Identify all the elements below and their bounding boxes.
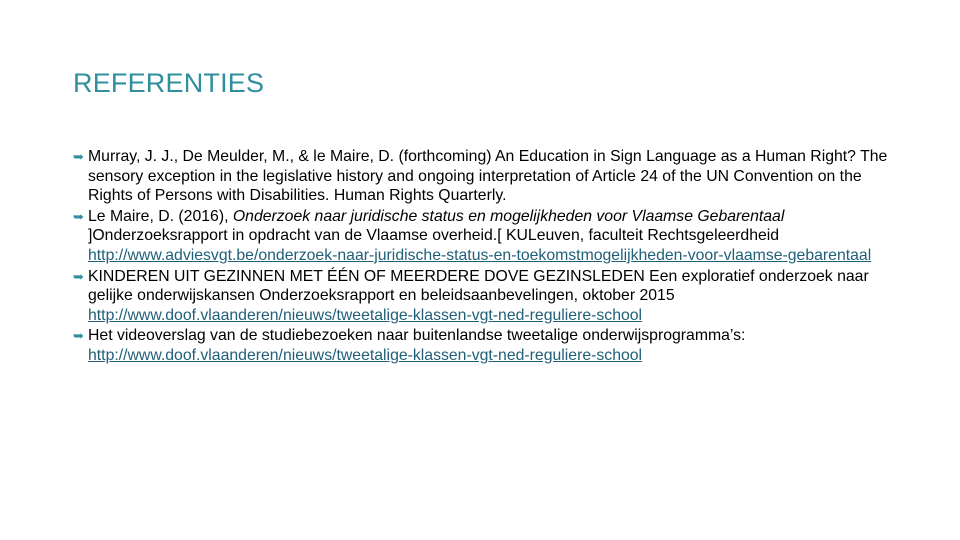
curled-arrow-bullet-icon: ➥	[73, 268, 84, 284]
reference-italic-title: Onderzoek naar juridische status en mogelijkheden voor Vlaamse Gebarentaal	[232, 207, 785, 225]
reference-description: ]Onderzoeksrapport in opdracht van de Vlaamse overheid.[ KULeuven, faculteit Rechtsgeleerdheid	[88, 227, 780, 245]
reference-author: Le Maire, D. (2016),	[88, 207, 233, 225]
slide-title: REFERENTIES	[73, 68, 265, 98]
reference-link[interactable]: http://www.doof.vlaanderen/nieuws/tweetalige-klassen-vgt-ned-reguliere-school	[88, 346, 643, 364]
reference-item	[73, 267, 895, 326]
reference-list	[73, 147, 895, 367]
reference-text: Het videoverslag van de studiebezoeken naar buitenlandse tweetalige onderwijsprogramma’s:	[88, 327, 746, 345]
reference-link[interactable]: http://www.adviesvgt.be/onderzoek-naar-juridische-status-en-toekomstmogelijkheden-voor-vlaamse-gebarentaal	[88, 246, 872, 264]
reference-item	[73, 326, 895, 365]
reference-link[interactable]: http://www.doof.vlaanderen/nieuws/tweetalige-klassen-vgt-ned-reguliere-school	[88, 306, 643, 324]
reference-text: Murray, J. J., De Meulder, M., & le Maire, D. (forthcoming) An Education in Sign Language as a Human Right? The sensory exception in the legislative history and ongoing interpretation of Article 24 of the UN Convention on the Rights of Persons with Disabilities. Human Rights Quarterly.	[88, 148, 888, 205]
reference-text: KINDEREN UIT GEZINNEN MET ÉÉN OF MEERDERE DOVE GEZINSLEDEN Een exploratief onderzoek naar gelijke onderwijskansen Onderzoeksrapport en beleidsaanbevelingen, oktober 2015	[88, 267, 869, 305]
curled-arrow-bullet-icon: ➥	[73, 149, 84, 164]
reference-item	[73, 147, 895, 206]
curled-arrow-bullet-icon: ➥	[73, 208, 84, 224]
curled-arrow-bullet-icon: ➥	[73, 328, 84, 344]
reference-item	[73, 207, 895, 266]
